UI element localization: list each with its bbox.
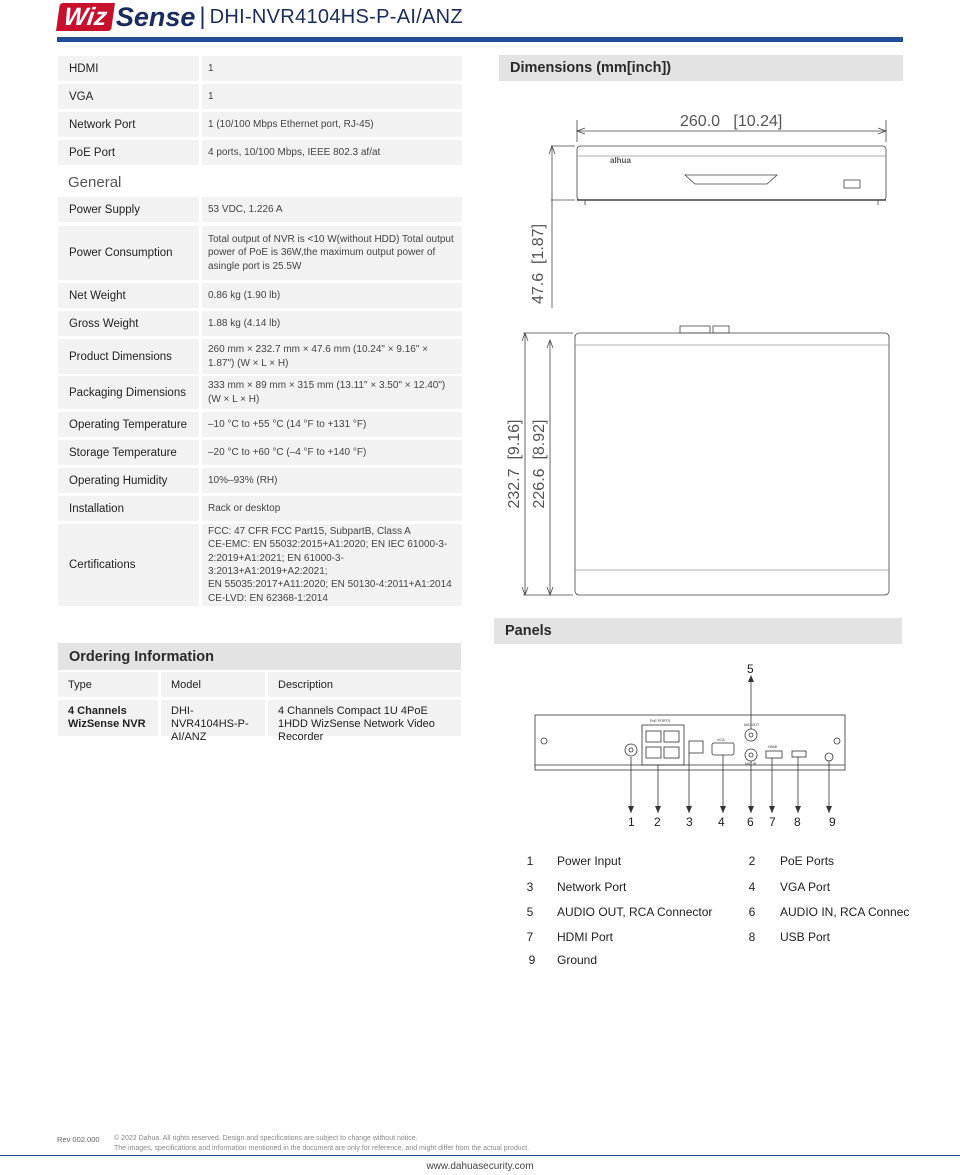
spec-row-installation [58, 496, 462, 521]
spec-value [202, 524, 462, 606]
legend-number: 9 [528, 953, 536, 967]
legend-text: Ground [557, 953, 598, 967]
spec-row-vga [58, 84, 462, 109]
callout-2: 2 [654, 815, 661, 829]
spec-value: 4 ports, 10/100 Mbps, IEEE 802.3 af/at [202, 140, 462, 165]
ordering-cell-description: 4 Channels Compact 1U 4PoE 1HDD WizSense Network Video Recorder [268, 700, 461, 736]
logo-sense: Sense [115, 2, 196, 32]
spec-label: HDMI [58, 56, 199, 81]
ordering-header-description: Description [268, 672, 461, 697]
spec-row-certifications [58, 524, 462, 606]
spec-row-storage-temperature [58, 440, 462, 465]
legend-text: PoE Ports [780, 854, 835, 868]
callout-4: 4 [718, 815, 725, 829]
cert-line: 2:2019+A1:2021; EN 61000-3-3:2013+A1:2019+A2:2021; [208, 552, 344, 577]
spec-label: Gross Weight [58, 311, 199, 336]
spec-value: 1 [202, 84, 462, 109]
panels-title: Panels [494, 618, 902, 644]
ordering-title: Ordering Information [58, 643, 461, 670]
callout-6: 6 [747, 815, 754, 829]
spec-row-product-dimensions [58, 339, 462, 374]
spec-label: Product Dimensions [58, 339, 199, 374]
device-brand-mark: alhua [610, 156, 631, 165]
spec-label: Operating Temperature [58, 412, 199, 437]
spec-row-packaging-dimensions [58, 376, 462, 409]
poe-ports-label: PoE PORTS [650, 719, 671, 723]
spec-label: Network Port [58, 112, 199, 137]
inner-depth-dimension-label: 226.6 [8.92] [531, 419, 548, 509]
logo-wiz: Wiz [56, 3, 115, 31]
spec-label: PoE Port [58, 140, 199, 165]
spec-value: 1.88 kg (4.14 lb) [202, 311, 462, 336]
callout-5-top: 5 [747, 662, 754, 676]
logo-separator: | [199, 3, 206, 30]
spec-label: Certifications [58, 524, 199, 606]
legend-text: USB Port [780, 930, 831, 944]
cert-line: CE-LVD: EN 62368-1:2014 [208, 592, 328, 604]
spec-row-operating-humidity [58, 468, 462, 493]
spec-label: Storage Temperature [58, 440, 199, 465]
cert-line: EN 55035:2017+A11:2020; EN 50130-4:2011+A1:2014 [208, 579, 452, 591]
rear-panel-drawing [530, 675, 850, 825]
spec-value: Total output of NVR is <10 W(without HDD) Total output power of PoE is 36W,the maximum output power of asingle port is 25.5W [202, 226, 462, 280]
ordering-header-type: Type [58, 672, 158, 697]
page-title: DHI-NVR4104HS-P-AI/ANZ [209, 6, 463, 28]
spec-label: Installation [58, 496, 199, 521]
callout-8: 8 [794, 815, 801, 829]
callout-3: 3 [686, 815, 693, 829]
hdmi-label: HDMI [768, 745, 778, 749]
spec-row-power-consumption [58, 226, 462, 280]
spec-row-poe-port [58, 140, 462, 165]
spec-value: –20 °C to +60 °C (–4 °F to +140 °F) [202, 440, 462, 465]
ordering-cell-type: 4 Channels WizSense NVR [58, 700, 158, 736]
spec-value: –10 °C to +55 °C (14 °F to +131 °F) [202, 412, 462, 437]
spec-label: Operating Humidity [58, 468, 199, 493]
spec-label: Net Weight [58, 283, 199, 308]
spec-value: 260 mm × 232.7 mm × 47.6 mm (10.24" × 9.16" × 1.87") (W × L × H) [202, 339, 462, 374]
footer-divider [0, 1155, 960, 1156]
spec-label: Packaging Dimensions [58, 376, 199, 409]
spec-value: 10%–93% (RH) [202, 468, 462, 493]
copyright: © 2022 Dahua. All rights reserved. Design and specifications are subject to change without notice. [114, 1135, 418, 1142]
legend-number: 6 [748, 905, 756, 919]
spec-value: 1 [202, 56, 462, 81]
spec-row-net-weight [58, 283, 462, 308]
legend-number: 3 [526, 880, 534, 894]
callout-9: 9 [829, 815, 836, 829]
spec-label: Power Consumption [58, 226, 199, 280]
mic-out-label: MIC OUT [744, 723, 760, 727]
header-divider [57, 37, 903, 42]
legend-number: 7 [526, 930, 534, 944]
revision: Rev 002.000 [57, 1135, 100, 1144]
legend-number: 8 [748, 930, 756, 944]
legend-number: 4 [748, 880, 756, 894]
spec-row-hdmi [58, 56, 462, 81]
brand-logo [58, 2, 463, 32]
legend-number: 1 [526, 854, 534, 868]
legend-text: AUDIO OUT, RCA Connector [557, 905, 713, 919]
height-dimension-label: 47.6 [1.87] [530, 223, 547, 305]
legend-text: AUDIO IN, RCA Connec [780, 905, 910, 919]
spec-row-network-port [58, 112, 462, 137]
dimensions-title: Dimensions (mm[inch]) [499, 55, 903, 81]
spec-value: 0.86 kg (1.90 lb) [202, 283, 462, 308]
spec-value: 53 VDC, 1.226 A [202, 197, 462, 222]
dimension-drawing [495, 100, 905, 610]
spec-value: 1 (10/100 Mbps Ethernet port, RJ-45) [202, 112, 462, 137]
spec-row-power-supply [58, 197, 462, 222]
section-heading-general: General [68, 174, 122, 191]
width-dimension-label: 260.0 [10.24] [680, 113, 783, 130]
callout-1: 1 [628, 815, 635, 829]
ordering-header-model: Model [161, 672, 265, 697]
depth-dimension-label: 232.7 [9.16] [506, 419, 523, 509]
cert-line: FCC: 47 CFR FCC Part15, SubpartB, Class A [208, 526, 411, 538]
spec-label: VGA [58, 84, 199, 109]
vga-label: VGA [717, 738, 725, 742]
callout-7: 7 [769, 815, 776, 829]
spec-row-operating-temperature [58, 412, 462, 437]
website-link[interactable]: www.dahuasecurity.com [426, 1161, 534, 1172]
spec-value: 333 mm × 89 mm × 315 mm (13.11" × 3.50" × 12.40") (W × L × H) [202, 376, 462, 409]
disclaimer: The images, specifications and information mentioned in the document are only for reference, and might differ from the actual product. [114, 1145, 530, 1152]
spec-label: Power Supply [58, 197, 199, 222]
legend-text: HDMI Port [557, 930, 614, 944]
legend-number: 2 [748, 854, 756, 868]
spec-value: Rack or desktop [202, 496, 462, 521]
spec-row-gross-weight [58, 311, 462, 336]
legend-number: 5 [526, 905, 534, 919]
cert-line: CE-EMC: EN 55032:2015+A1:2020; EN IEC 61000-3- [208, 539, 448, 551]
legend-text: VGA Port [780, 880, 831, 894]
mic-in-label: MIC IN [745, 762, 757, 766]
ordering-cell-model: DHI-NVR4104HS-P-AI/ANZ [161, 700, 265, 736]
legend-text: Network Port [557, 880, 627, 894]
legend-text: Power Input [557, 854, 622, 868]
